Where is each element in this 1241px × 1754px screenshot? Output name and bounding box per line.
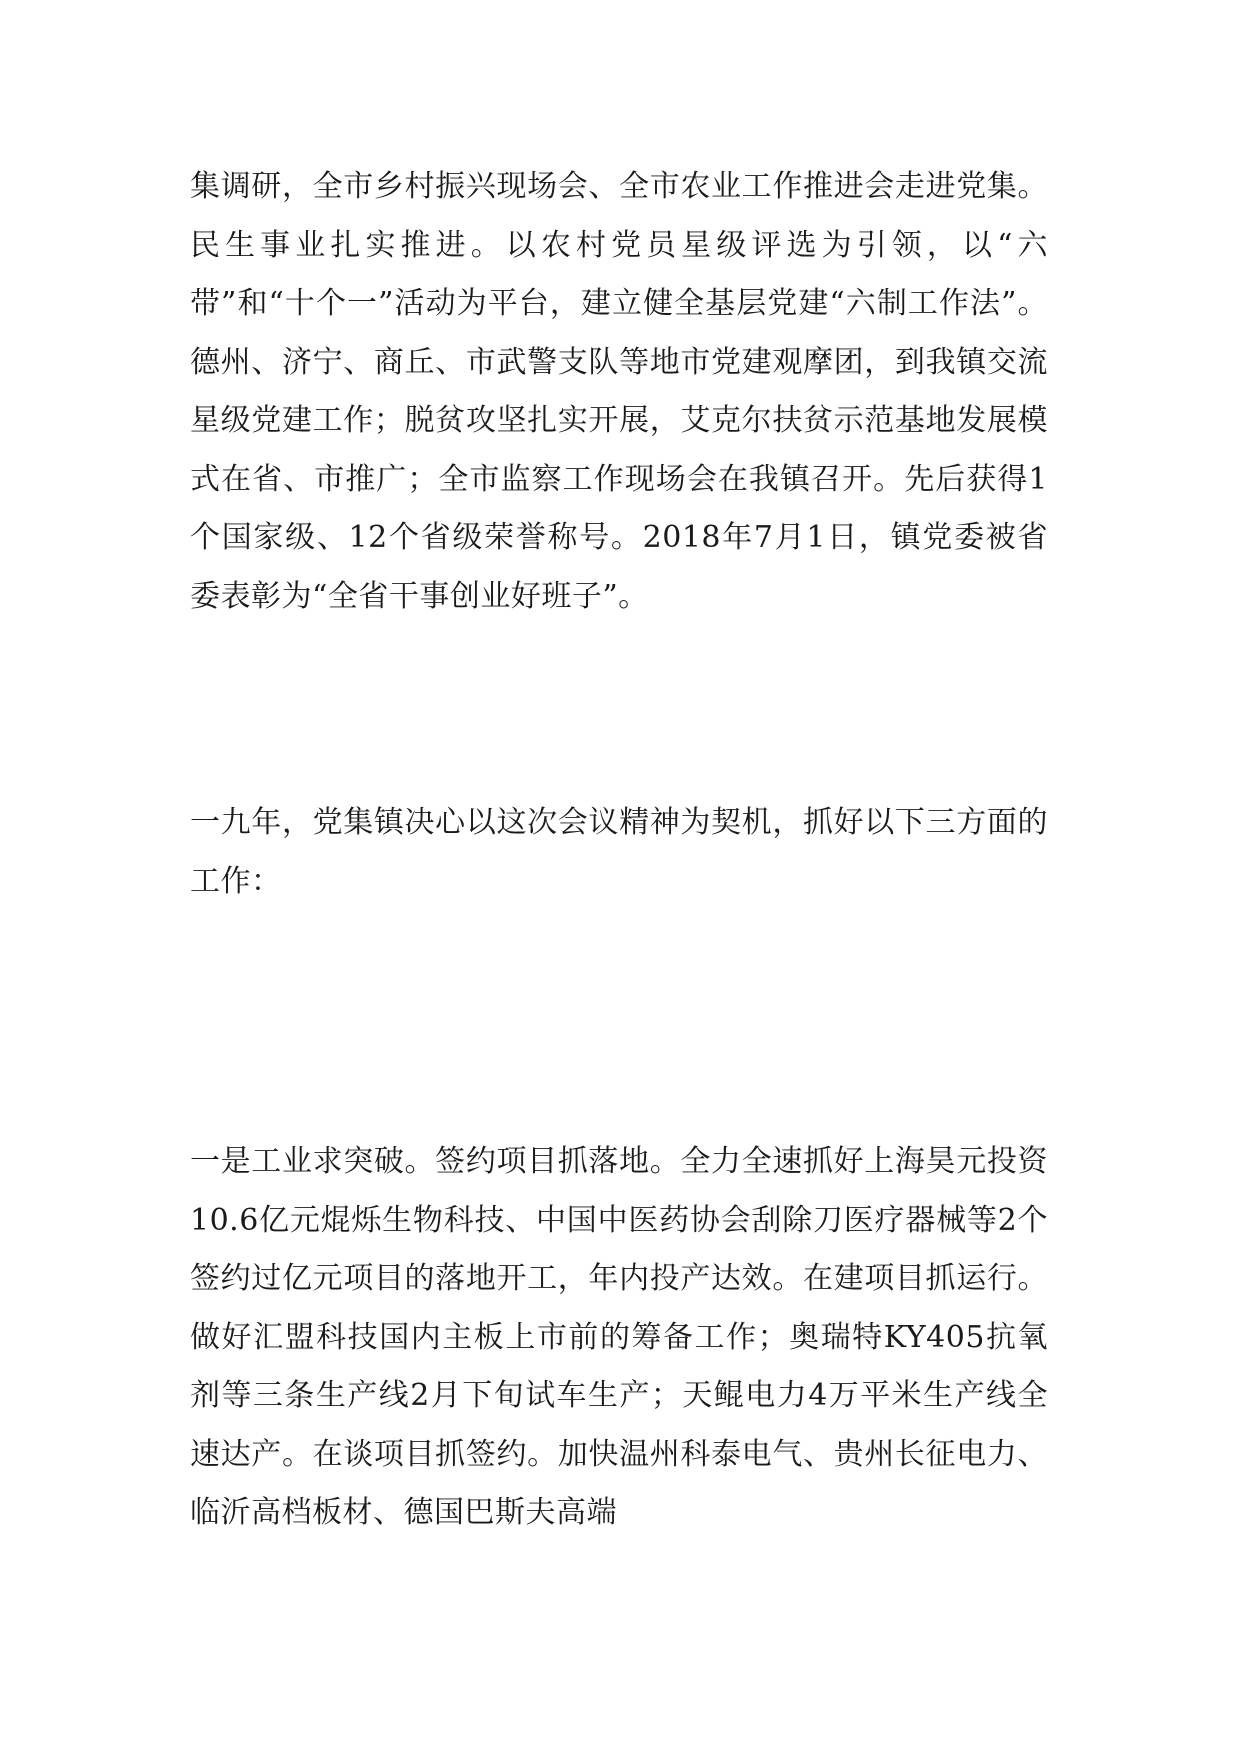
- paragraph-2019-work-intro: 一九年，党集镇决心以这次会议精神为契机，抓好以下三方面的工作：: [190, 805, 1048, 899]
- paragraph-party-building-achievements: 集调研，全市乡村振兴现场会、全市农业工作推进会走进党集。民生事业扎实推进。以农村党员星级评选为引领，以“六带”和“十个一”活动为平台，建立健全基层党建“六制工作法”。 德州、济宁、商丘、市武警支队等地市党建观摩团，到我镇交流星级党建工作；脱贫攻坚扎实开展，艾克尔扶贫示范基地发展模式在省、市推广；全市监察工作现场会在我镇召开。先后获得1个国家级、12个省级荣誉称号。2018年7月1日，镇党委被省委表彰为“全省干事创业好班子”。: [190, 169, 1048, 614]
- paragraph-industry-breakthrough: 一是工业求突破。签约项目抓落地。全力全速抓好上海昊元投资10.6亿元焜烁生物科技、中国中医药协会刮除刀医疗器械等2个签约过亿元项目的落地开工，年内投产达效。在建项目抓运行。做好汇盟科技国内主板上市前的筹备工作；奥瑞特KY405抗氧剂等三条生产线2月下旬试车生产；天鲲电力4万平米生产线全速达产。在谈项目抓签约。加快温州科泰电气、贵州长征电力、临沂高档板材、德国巴斯夫高端: [190, 1144, 1048, 1530]
